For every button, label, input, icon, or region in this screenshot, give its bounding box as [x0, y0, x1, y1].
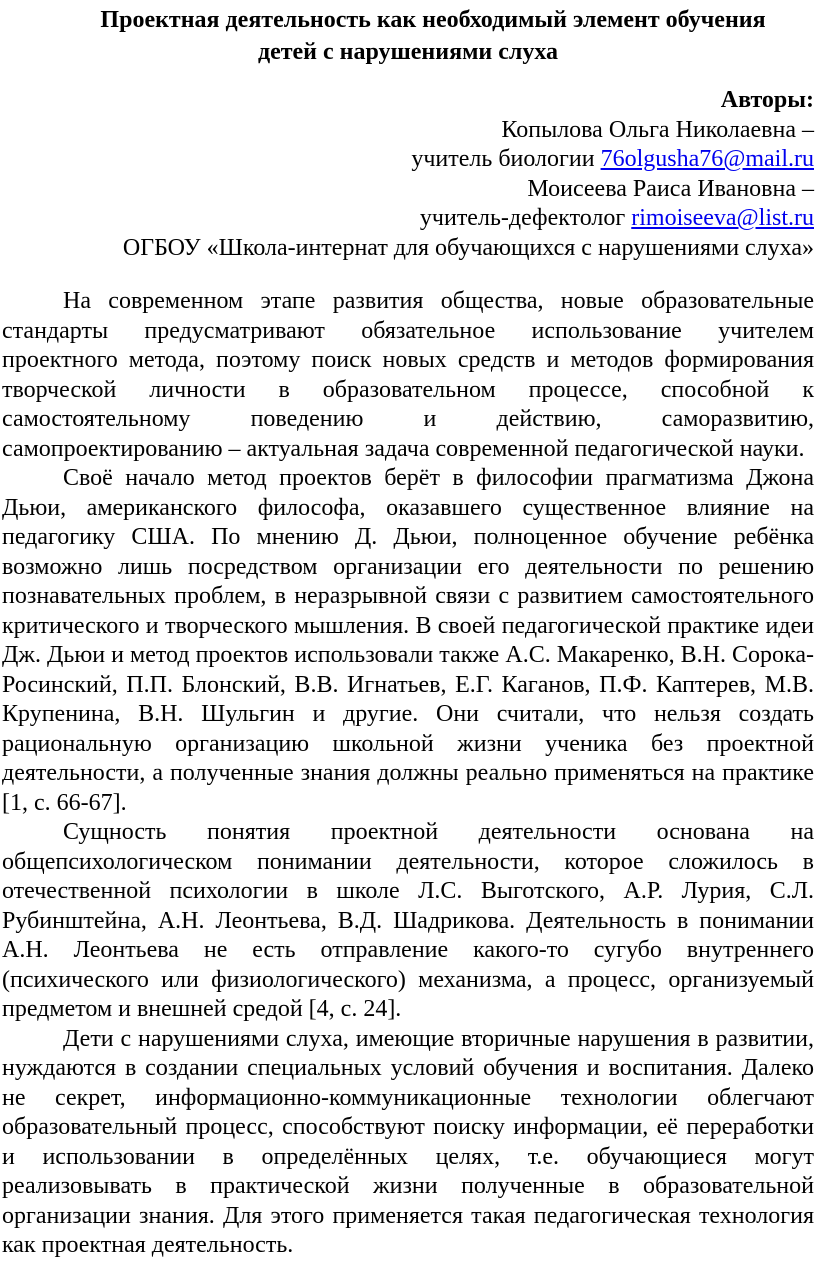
paragraph-3: Сущность понятия проектной деятельности основана на общепсихологическом понимании деятельности, которое сложилось в отечественной психологии в школе Л.С. Выготского, А.Р. Лурия, С.Л. Рубинштейна, А.Н. Леонтьева, В.Д. Шадрикова. Деятельность в понимании А.Н. Леонтьева не есть отправление какого-то сугубо внутреннего (психического или физиологического) механизма, а процесс, организуемый предметом и внешней средой [4, с. 24]. [2, 819, 814, 1022]
paragraph-4: Дети с нарушениями слуха, имеющие вторичные нарушения в развитии, нуждаются в создании специальных условий обучения и воспитания. Далеко не секрет, информационно-коммуникационные технологии облегчают образовательный процесс, способствуют поиску информации, её переработки и использовании в определённых целях, т.е. обучающиеся могут реализовывать в практической жизни полученные в образовательной организации знания. Для этого применяется такая педагогическая технология как проектная деятельность. [2, 1025, 814, 1258]
article-body [2, 287, 814, 1261]
authors-label: Авторы: [720, 87, 814, 113]
paragraph-2: Своё начало метод проектов берёт в философии прагматизма Джона Дьюи, американского философа, оказавшего существенное влияние на педагогику США. По мнению Д. Дьюи, полноценное обучение ребёнка возможно лишь посредством организации его деятельности по решению познавательных проблем, в неразрывной связи с развитием самостоятельного критического и творческого мышления. В своей педагогической практике идеи Дж. Дьюи и метод проектов использовали также А.С. Макаренко, В.Н. Сорока-Росинский, П.П. Блонский, В.В. Игнатьев, Е.Г. Каганов, П.Ф. Каптерев, М.В. Крупенина, В.Н. Шульгин и другие. Они считали, что нельзя создать рациональную организацию школьной жизни ученика без проектной деятельности, а полученные знания должны реально применяться на практике [1, с. 66-67]. [2, 465, 814, 816]
author-2-email-link[interactable]: rimoiseeva@list.ru [631, 205, 814, 231]
author-2-role-line [2, 204, 814, 234]
title-line-1: Проектная деятельность как необходимый элемент обучения [100, 7, 766, 33]
author-2-role: учитель-дефектолог [419, 205, 632, 231]
author-1-email-link[interactable]: 76olgusha76@mail.ru [600, 146, 814, 172]
title-line-2: детей с нарушениями слуха [257, 39, 559, 65]
author-1-role-line [2, 145, 814, 175]
author-2-name: Моисеева Раиса Ивановна – [527, 175, 814, 202]
author-1-name: Копылова Ольга Николаевна – [501, 116, 814, 143]
paragraph-1: На современном этапе развития общества, новые образовательные стандарты предусматривают обязательное использование учителем проектного метода, поэтому поиск новых средств и методов формирования творческой личности в образовательном процессе, способной к самостоятельному поведению и действию, саморазвитию, самопроектированию – актуальная задача современной педагогической науки. [2, 288, 814, 462]
organization-name: ОГБОУ «Школа-интернат для обучающихся с нарушениями слуха» [122, 234, 814, 261]
author-1-role: учитель биологии [411, 146, 601, 172]
authors-block [2, 86, 814, 263]
document-title [0, 4, 816, 68]
